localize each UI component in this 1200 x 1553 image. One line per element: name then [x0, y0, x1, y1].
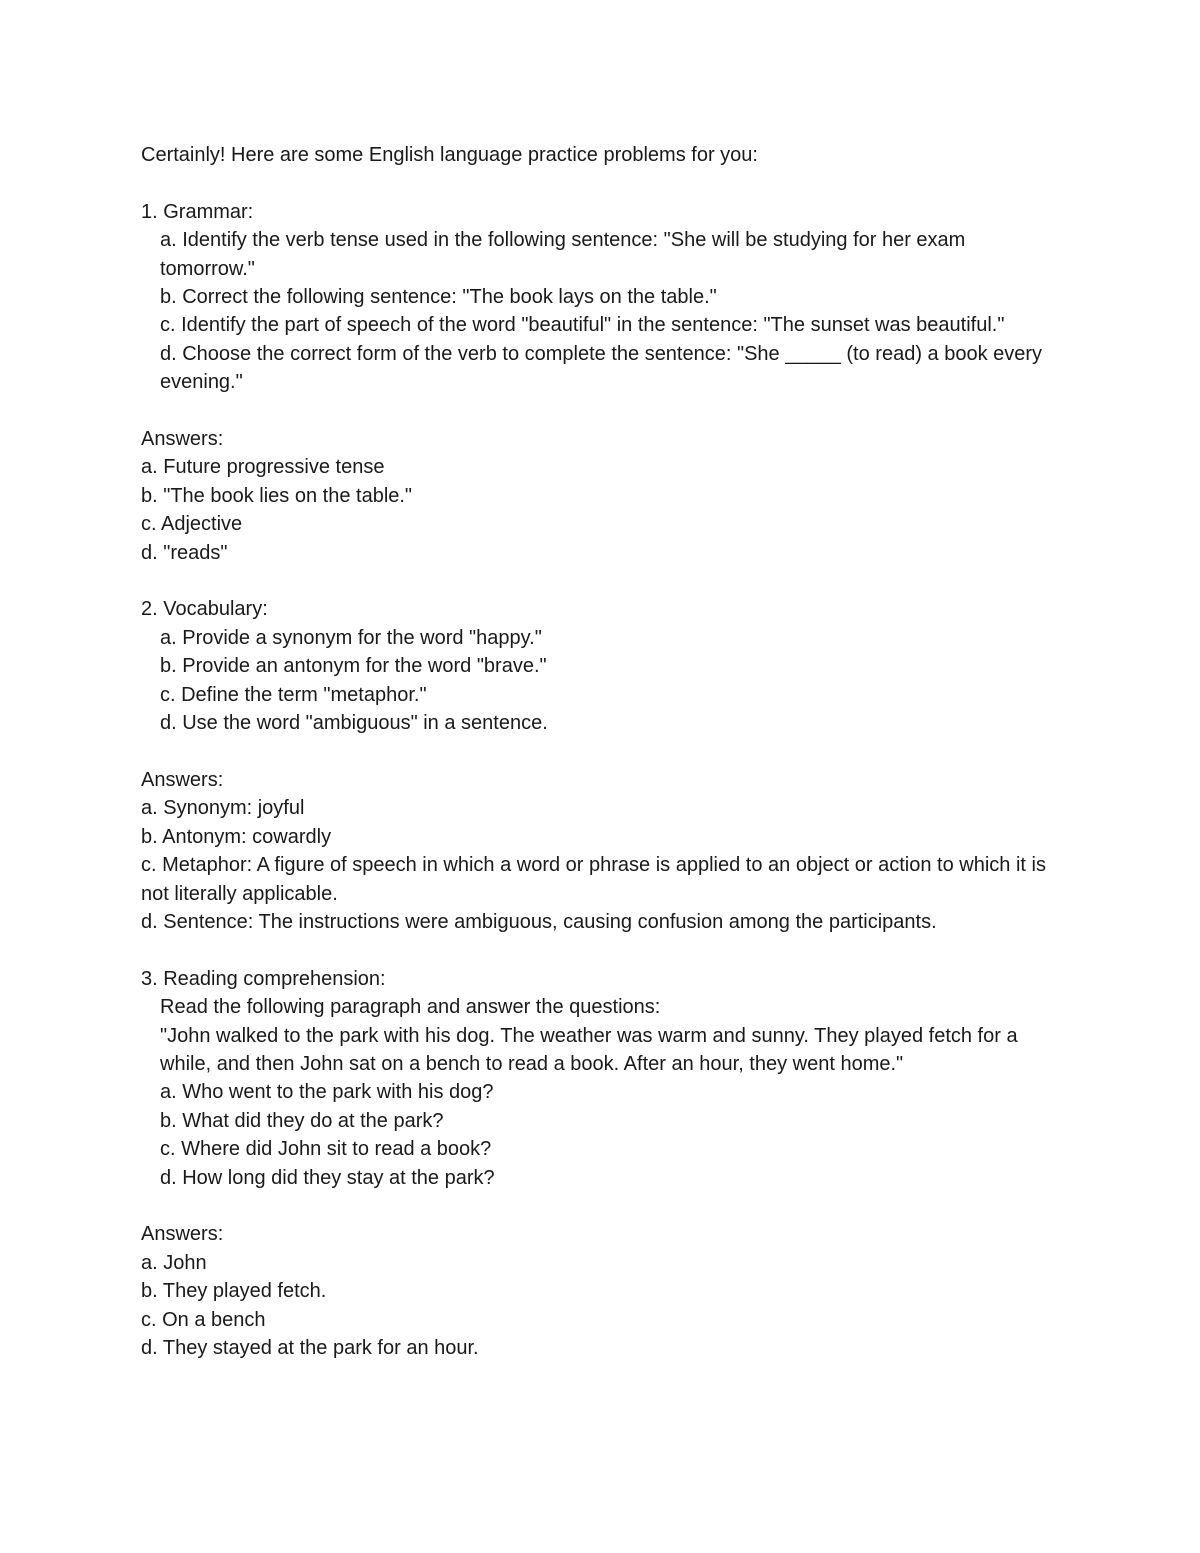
answer-item: a. John [141, 1251, 207, 1274]
section-heading: 1. Grammar: [141, 200, 254, 223]
answer-item: d. They stayed at the park for an hour. [141, 1336, 479, 1359]
spacer [141, 1192, 1061, 1220]
answers-label: Answers: [141, 768, 224, 791]
preface-text: Read the following paragraph and answer the questions: [160, 996, 661, 1019]
answer-item: b. They played fetch. [141, 1280, 327, 1303]
question-item: c. Where did John sit to read a book? [160, 1138, 492, 1161]
intro-text: Certainly! Here are some English language practice problems for you: [141, 144, 758, 166]
answer-item: b. Antonym: cowardly [141, 825, 332, 848]
question-item: b. What did they do at the park? [160, 1109, 444, 1132]
question-item: a. Identify the verb tense used in the following sentence: "She will be studying for her exam tomorrow." [160, 229, 971, 280]
question-item: d. How long did they stay at the park? [160, 1166, 495, 1189]
spacer [141, 936, 1061, 964]
answer-item: a. Future progressive tense [141, 456, 385, 479]
answer-item: d. Sentence: The instructions were ambiguous, causing confusion among the participants. [141, 910, 937, 933]
spacer [141, 169, 1061, 197]
answer-item: b. "The book lies on the table." [141, 484, 413, 507]
section-grammar [141, 198, 1061, 567]
section-heading: 2. Vocabulary: [141, 598, 268, 621]
answers-label: Answers: [141, 1223, 224, 1246]
question-item: a. Who went to the park with his dog? [160, 1081, 494, 1104]
spacer [141, 737, 1061, 765]
passage-text: "John walked to the park with his dog. The weather was warm and sunny. They played fetch for a while, and then John sat on a bench to read a book. After an hour, they went home." [160, 1024, 1024, 1075]
question-item: c. Identify the part of speech of the word "beautiful" in the sentence: "The sunset was beautiful." [160, 314, 1005, 337]
question-item: c. Define the term "metaphor." [160, 683, 427, 706]
section-reading-comprehension [141, 965, 1061, 1363]
section-heading: 3. Reading comprehension: [141, 967, 386, 990]
question-item: d. Use the word "ambiguous" in a sentence. [160, 712, 548, 735]
spacer [141, 567, 1061, 595]
answers-label: Answers: [141, 428, 224, 451]
answer-item: a. Synonym: joyful [141, 797, 305, 820]
question-item: b. Correct the following sentence: "The book lays on the table." [160, 286, 717, 309]
answer-item: d. "reads" [141, 541, 228, 564]
section-vocabulary [141, 595, 1061, 936]
answer-item: c. Metaphor: A figure of speech in which a word or phrase is applied to an object or action to which it is not literally applicable. [141, 854, 1052, 905]
question-item: b. Provide an antonym for the word "brave." [160, 655, 547, 678]
answer-item: c. Adjective [141, 513, 243, 536]
document-page [141, 141, 1061, 1362]
question-item: d. Choose the correct form of the verb to complete the sentence: "She _____ (to read) a book every evening." [160, 342, 1048, 394]
spacer [141, 397, 1061, 425]
answer-item: c. On a bench [141, 1308, 266, 1331]
question-item: a. Provide a synonym for the word "happy." [160, 626, 542, 649]
